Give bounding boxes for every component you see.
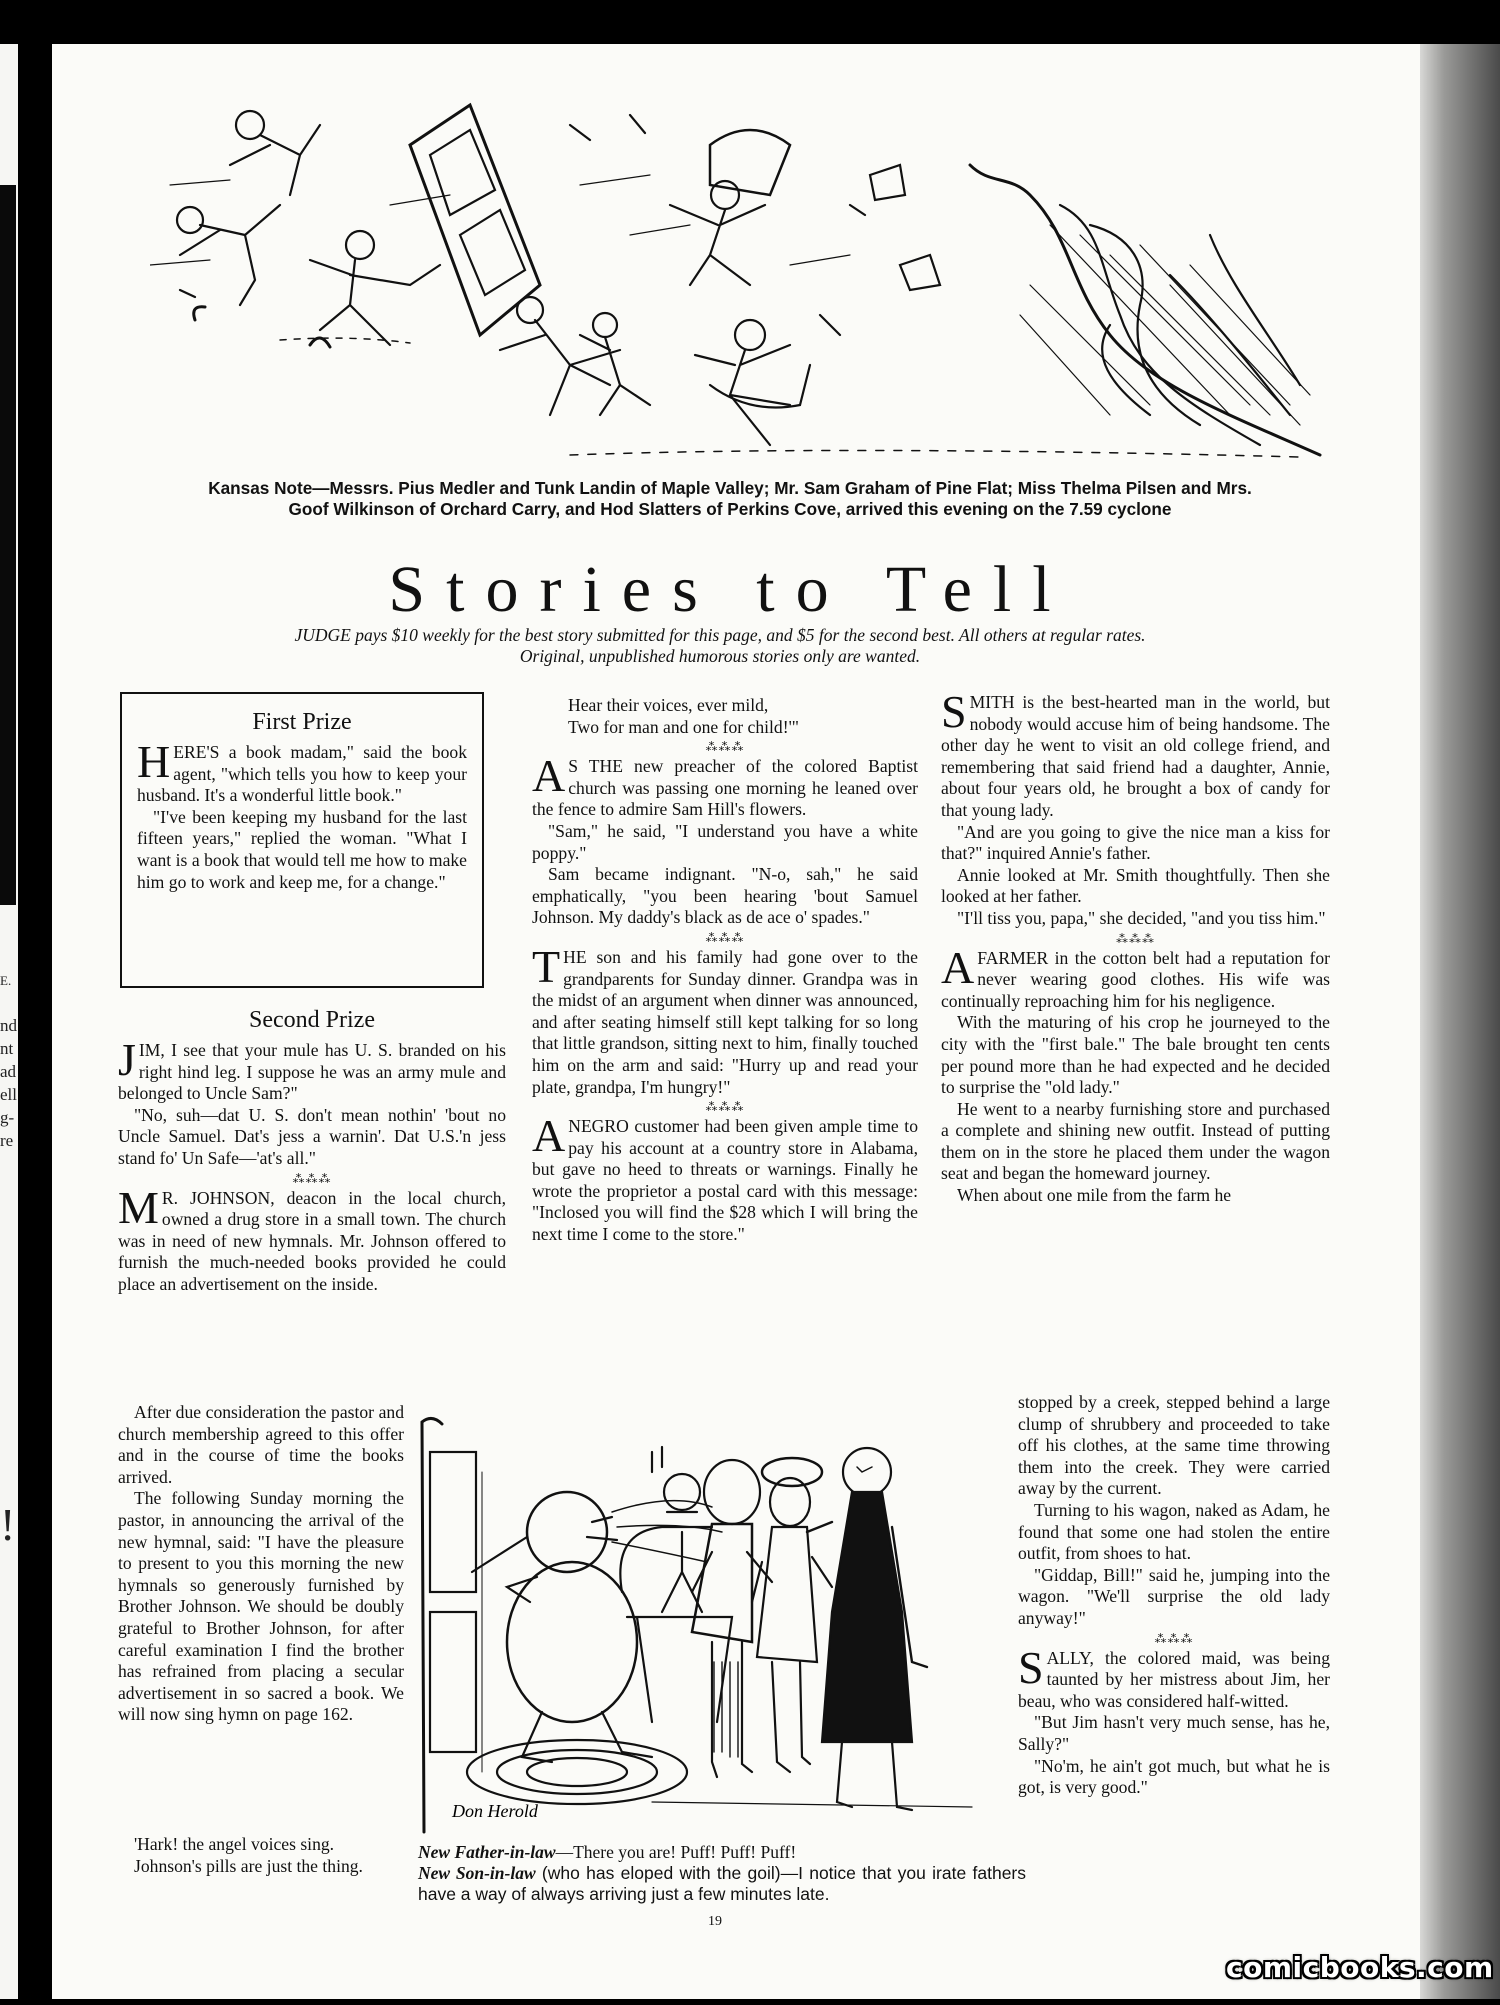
- drop-cap: T: [532, 940, 561, 992]
- story-paragraph: "No'm, he ain't got much, but what he is got, is very good.": [1018, 1755, 1330, 1798]
- drop-cap: A: [532, 750, 566, 802]
- caption-text: —There you are! Puff! Puff! Puff!: [555, 1842, 797, 1862]
- story-paragraph: The following Sunday morning the pastor, in announcing the arrival of the new hymnal, said: "I have the pleasure to present to you this morning the new hymnals so generously furnished by Brother Johnson. We should be doubly grateful to Brother Johnson, for after careful examination I find the brother has refrained from placing a secular advertisement in so sacred a book. We will now sing hymn on page 162.: [118, 1488, 404, 1725]
- drop-cap: M: [118, 1181, 159, 1233]
- caption-text: (who has eloped with the goil)—I notice that you irate fathers have a way of always arriving just a few minutes late.: [418, 1863, 1027, 1904]
- story-paragraph: Turning to his wagon, naked as Adam, he found that some one had stolen the entire outfit, from shoes to hat.: [1018, 1499, 1330, 1564]
- father-in-law-cartoon: [412, 1412, 1014, 1842]
- verse-line: Hear their voices, ever mild,: [568, 695, 769, 715]
- story-paragraph: [532, 940, 918, 1098]
- column-middle: [532, 695, 918, 1246]
- story-text: HE son and his family had gone over to the grandparents for Sunday dinner. Grandpa was in the midst of an argument when dinner was announced, and after seating himself still kept talking for so long that little grandson, sitting next to him, finally touched him on the arm and said: "Hurry up and read your plate, grandpa, I'm hungry!": [532, 946, 918, 1097]
- sliver-text: ad: [0, 1062, 17, 1081]
- story-paragraph: After due consideration the pastor and church membership agreed to this offer and in the course of time the books arrived.: [118, 1402, 404, 1487]
- illustration-caption: Kansas Note—Messrs. Pius Medler and Tunk Landin of Maple Valley; Mr. Sam Graham of Pine Flat; Miss Thelma Pilsen and Mrs. Goof Wilkinson of Orchard Carry, and Hod Slatters of Perkins Cove, arrived this evening on the 7.59 cyclone: [208, 478, 1252, 519]
- story-text: R. JOHNSON, deacon in the local church, owned a drug store in a small town. The church was in need of new hymnals. Mr. Johnson offered to furnish the much-needed books provided he could place an advertisement on the inside.: [118, 1187, 506, 1294]
- story-separator: ⁂⁂⁂: [1116, 931, 1155, 946]
- story-text: ALLY, the colored maid, was being taunted by her mistress about Jim, her beau, who was considered half-witted.: [1018, 1647, 1330, 1711]
- story-paragraph: Annie looked at Mr. Smith thoughtfully. Then she looked at her father.: [941, 864, 1330, 907]
- story-paragraph: He went to a nearby furnishing store and purchased a complete and shining new outfit. Instead of putting them on in the store he placed them under the wagon seat and began the homeward journey.: [941, 1098, 1330, 1184]
- page-title: Stories to Tell: [388, 553, 1072, 626]
- drop-cap: S: [1018, 1641, 1044, 1693]
- drop-cap: A: [532, 1110, 566, 1162]
- submission-notice: JUDGE pays $10 weekly for the best story submitted for this page, and $5 for the second best. All others at regular rates. Original, unpublished humorous stories only are wanted.: [294, 625, 1146, 666]
- page-number: 19: [708, 1914, 722, 1929]
- story-text: MITH is the best-hearted man in the world, but nobody would accuse him of being handsome. The other day he went to visit an old college friend, and remembering that said friend had a daughter, Annie, about four years old, he brought a box of candy for that young lady.: [941, 692, 1330, 820]
- first-prize-heading: First Prize: [252, 709, 352, 735]
- story-separator: ⁂⁂⁂: [705, 1100, 745, 1115]
- sliver-text: !: [0, 1499, 16, 1550]
- story-paragraph: Johnson's pills are just the thing.: [134, 1855, 363, 1876]
- first-prize-box: [120, 692, 484, 988]
- column-right: [941, 686, 1330, 1207]
- story-paragraph: [118, 1034, 506, 1105]
- story-text: IM, I see that your mule has U. S. branded on his right hind leg. I suppose he was an army mule and belonged to Uncle Sam?": [118, 1040, 506, 1104]
- sliver-text: g-: [0, 1108, 15, 1127]
- story-text: ERE'S a book madam," said the book agent, "which tells you how to keep your husband. It's a wonderful little book.": [137, 742, 467, 806]
- story-text: S THE new preacher of the colored Baptist church was passing one morning he leaned over the fence to admire Sam Hill's flowers.: [532, 756, 918, 820]
- story-separator: ⁂⁂⁂: [292, 1171, 332, 1186]
- story-paragraph: Sam became indignant. "N-o, sah," he said emphatically, "you been hearing 'bout Samuel Johnson. My daddy's black as de ace o' spades.": [532, 864, 918, 928]
- second-prize-heading: Second Prize: [249, 1007, 375, 1033]
- story-separator: ⁂⁂⁂: [1154, 1631, 1194, 1646]
- story-paragraph: "No, suh—dat U. S. don't mean nothin' 'bout no Uncle Samuel. Dat's jess a warnin'. Dat U.S.'n jess stand fo' Un Safe—'at's all.": [118, 1104, 506, 1168]
- story-paragraph: [137, 736, 467, 807]
- story-paragraph: 'Hark! the angel voices sing.: [134, 1834, 335, 1854]
- column-left-tail: [118, 1834, 408, 1877]
- adjacent-page-dark-band: [0, 185, 16, 905]
- story-paragraph: "And are you going to give the nice man a kiss for that?" inquired Annie's father.: [941, 821, 1330, 864]
- cartoon-caption: [418, 1842, 1026, 1905]
- story-paragraph: When about one mile from the farm he: [957, 1185, 1232, 1206]
- story-paragraph: [941, 686, 1330, 822]
- sliver-text: re: [0, 1131, 14, 1150]
- drop-cap: S: [941, 686, 967, 737]
- story-separator: ⁂⁂⁂: [705, 930, 745, 945]
- verse-line: Two for man and one for child!'": [568, 716, 799, 737]
- story-paragraph: [118, 1181, 506, 1296]
- story-paragraph: "Sam," he said, "I understand you have a white poppy.": [532, 820, 918, 863]
- sliver-text: nt: [0, 1039, 14, 1058]
- sliver-text: E.: [0, 973, 12, 988]
- story-paragraph: "I'll tiss you, papa," she decided, "and you tiss him.": [957, 907, 1326, 928]
- book-spine-edge: [1420, 44, 1500, 1999]
- story-paragraph: "Giddap, Bill!" said he, jumping into the wagon. "We'll surprise the old lady anyway!": [1018, 1564, 1330, 1628]
- story-paragraph: stopped by a creek, stepped behind a large clump of shrubbery and proceeded to take off his clothes, at the same time throwing them into the creek. They were carried away by the current.: [1018, 1392, 1330, 1499]
- artist-signature: Don Herold: [452, 1801, 538, 1821]
- story-text: FARMER in the cotton belt had a reputation for never wearing good clothes. His wife was continually reproaching him for his negligence.: [941, 947, 1330, 1011]
- story-paragraph: "I've been keeping my husband for the last fifteen years," replied the woman. "What I want is a book that would tell me how to make him go to work and keep me, for a change.": [137, 806, 467, 892]
- cyclone-illustration: [150, 85, 1330, 470]
- story-paragraph: "But Jim hasn't very much sense, has he, Sally?": [1018, 1712, 1330, 1754]
- caption-speaker-label: New Father-in-law: [418, 1842, 556, 1862]
- drop-cap: H: [137, 736, 171, 787]
- story-paragraph: [1018, 1641, 1330, 1713]
- story-paragraph: [532, 750, 918, 821]
- story-paragraph: With the maturing of his crop he journeyed to the city with the "first bale." The bale brought ten cents per pound more than he had expected and he decided to surprise the "old lady.": [941, 1012, 1330, 1098]
- drop-cap: A: [941, 941, 975, 993]
- story-separator: ⁂⁂⁂: [705, 740, 745, 755]
- drop-cap: J: [118, 1034, 136, 1085]
- story-paragraph: [941, 941, 1330, 1013]
- story-text: NEGRO customer had been given ample time to pay his account at a country store in Alabama, but gave no heed to threats or warnings. Finally he wrote the proprietor a postal card with this message: "Inclosed you will find the $28 which I will bring the next time I come to the store.": [532, 1116, 918, 1245]
- column-left-narrow: [118, 1402, 404, 1726]
- site-watermark: comicbooks.com: [1226, 1951, 1494, 1984]
- column-right-narrow: [1018, 1392, 1330, 1799]
- column-left: [118, 1004, 506, 1296]
- story-paragraph: [532, 1110, 918, 1246]
- sliver-text: ell: [0, 1085, 17, 1104]
- caption-speaker-label: New Son-in-law: [418, 1863, 536, 1883]
- sliver-text: nd: [0, 1016, 17, 1035]
